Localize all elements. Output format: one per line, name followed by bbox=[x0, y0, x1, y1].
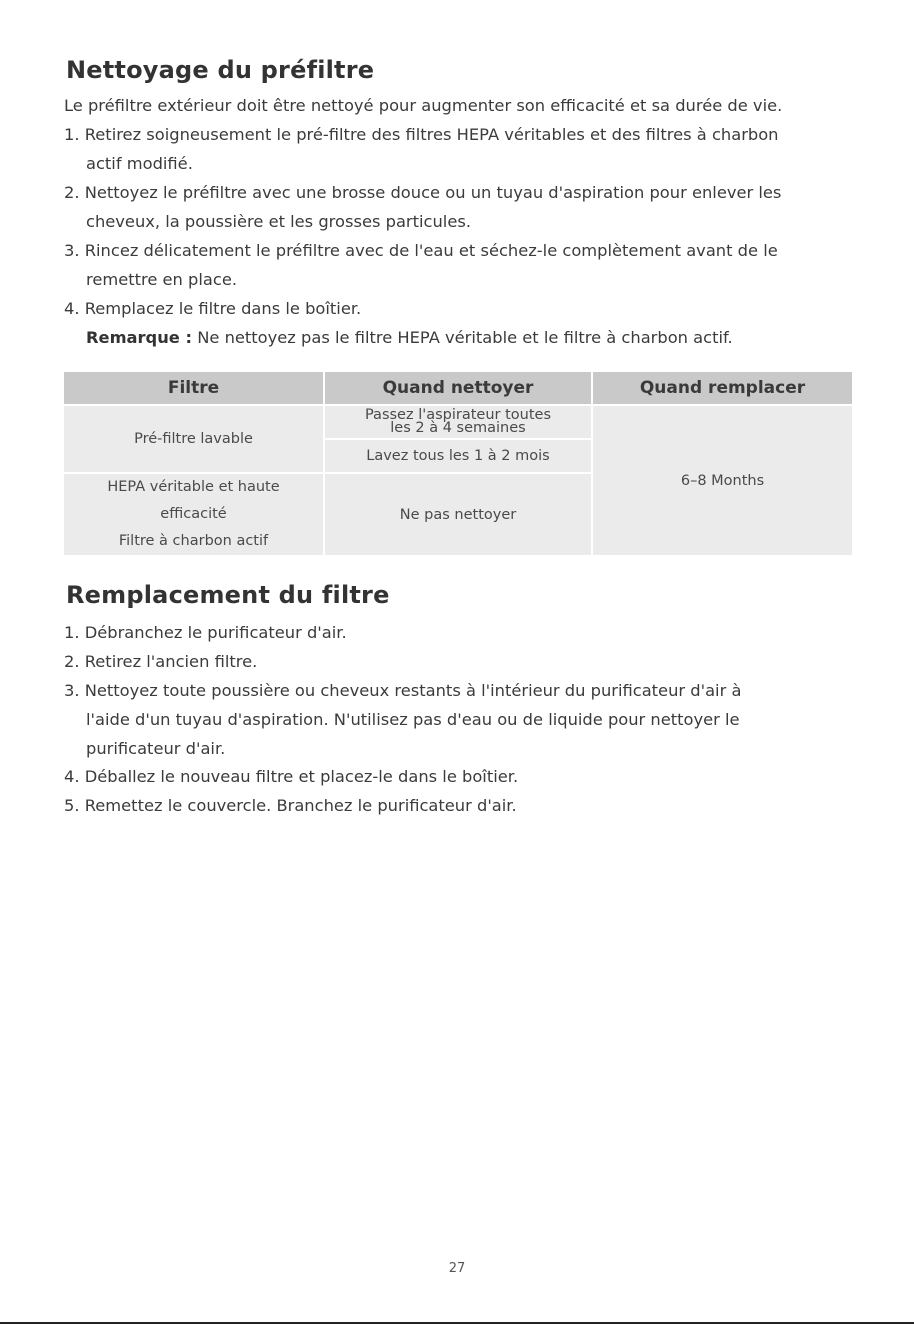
cell-hepa-line1: HEPA véritable et haute bbox=[107, 479, 280, 495]
filter-maintenance-table bbox=[64, 372, 852, 557]
step-text: 3. Rincez délicatement le préfiltre avec de l'eau et séchez-le complètement avant de le bbox=[64, 241, 778, 260]
step-text: 2. Retirez l'ancien filtre. bbox=[64, 652, 258, 671]
list-item bbox=[64, 618, 347, 647]
step-text: 4. Déballez le nouveau filtre et placez-le dans le boîtier. bbox=[64, 767, 519, 786]
cell-prefilter: Pré-filtre lavable bbox=[64, 406, 325, 474]
step-text: 5. Remettez le couvercle. Branchez le purificateur d'air. bbox=[64, 796, 517, 815]
step-text: 1. Débranchez le purificateur d'air. bbox=[64, 623, 347, 642]
list-item bbox=[64, 762, 518, 791]
step-text-continued: purificateur d'air. bbox=[86, 739, 226, 758]
step-text-continued: cheveux, la poussière et les grosses particules. bbox=[86, 212, 471, 231]
list-item bbox=[64, 120, 779, 178]
list-item bbox=[64, 647, 257, 676]
cell-carbon: Filtre à charbon actif bbox=[118, 533, 269, 549]
step-text-continued: actif modifié. bbox=[86, 154, 193, 173]
step-text: 2. Nettoyez le préfiltre avec une brosse douce ou un tuyau d'aspiration pour enlever les bbox=[64, 183, 782, 202]
list-item bbox=[64, 676, 741, 763]
section-title-prefilter-cleaning: Nettoyage du préfiltre bbox=[66, 56, 375, 84]
cell-hepa-line2: efficacité bbox=[160, 506, 227, 522]
list-item bbox=[64, 791, 517, 820]
header-when-clean: Quand nettoyer bbox=[325, 372, 593, 406]
step-text: 3. Nettoyez toute poussière ou cheveux restants à l'intérieur du purificateur d'air à bbox=[64, 681, 742, 700]
page-number: 27 bbox=[448, 1261, 466, 1276]
step-text-continued: remettre en place. bbox=[86, 270, 238, 289]
header-when-replace: Quand remplacer bbox=[593, 372, 852, 406]
cell-replace-interval: 6–8 Months bbox=[593, 406, 852, 557]
table-header-row bbox=[64, 372, 852, 406]
table-row bbox=[64, 406, 852, 440]
cell-hepa-carbon bbox=[64, 474, 325, 557]
step-text: 4. Remplacez le filtre dans le boîtier. bbox=[64, 299, 362, 318]
remark-label: Remarque : bbox=[86, 328, 193, 347]
list-item bbox=[64, 294, 361, 323]
remark-text: Ne nettoyez pas le filtre HEPA véritable et le filtre à charbon actif. bbox=[192, 328, 733, 347]
list-item bbox=[64, 236, 778, 294]
cell-no-clean: Ne pas nettoyer bbox=[325, 474, 593, 557]
step-text: 1. Retirez soigneusement le pré-filtre des filtres HEPA véritables et des filtres à charbon bbox=[64, 125, 779, 144]
header-filter: Filtre bbox=[64, 372, 325, 406]
cell-vacuum-line2: les 2 à 4 semaines bbox=[390, 420, 526, 436]
section-title-filter-replacement: Remplacement du filtre bbox=[66, 581, 390, 609]
intro-text: Le préfiltre extérieur doit être nettoyé pour augmenter son efficacité et sa durée de vie. bbox=[64, 96, 783, 115]
step-text-continued: l'aide d'un tuyau d'aspiration. N'utilisez pas d'eau ou de liquide pour nettoyer le bbox=[86, 710, 740, 729]
list-item bbox=[64, 178, 781, 236]
cell-vacuum bbox=[325, 406, 593, 440]
cell-vacuum-line1: Passez l'aspirateur toutes bbox=[364, 407, 552, 423]
cell-wash: Lavez tous les 1 à 2 mois bbox=[325, 440, 593, 474]
remark-note bbox=[86, 323, 733, 352]
